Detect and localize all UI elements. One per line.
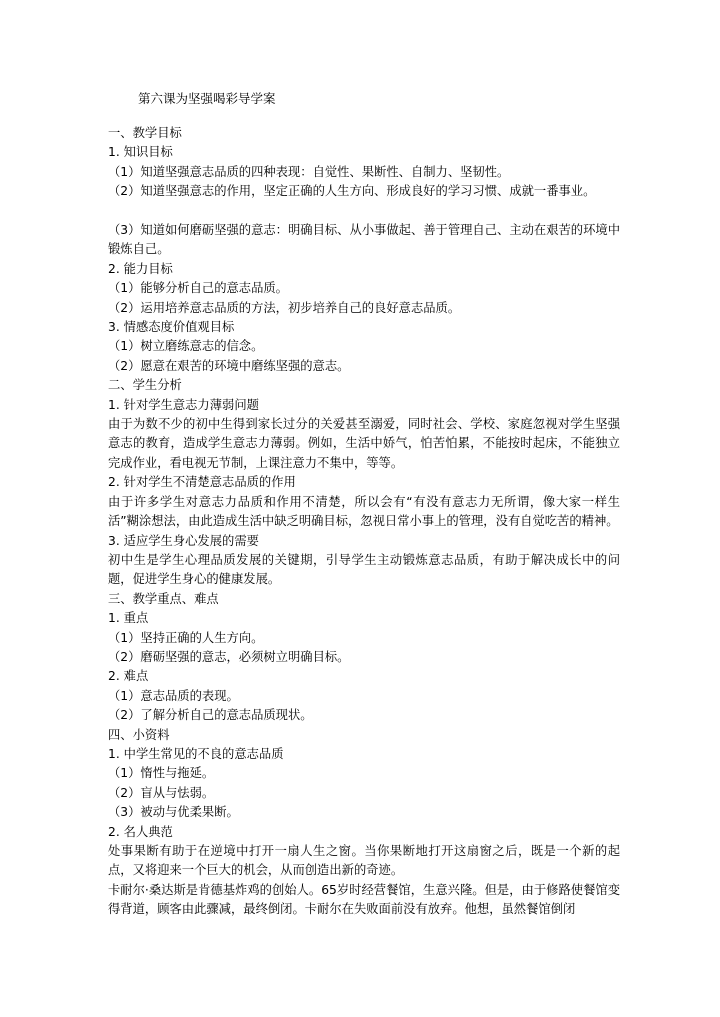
section-heading-materials: 四、小资料 <box>108 727 170 742</box>
knowledge-item-3: （3）知道如何磨砺坚强的意志：明确目标、从小事做起、善于管理自己、主动在艰苦的环境中锻炼自己。 <box>108 223 620 257</box>
bad-quality-item-1: （1）惰性与拖延。 <box>108 766 215 781</box>
emotion-item-1: （1）树立磨练意志的信念。 <box>108 339 264 354</box>
subheading-ability-goals: 2. 能力目标 <box>108 261 173 276</box>
blank-line <box>108 202 620 221</box>
bad-quality-item-2: （2）盲从与怯弱。 <box>108 785 215 800</box>
paragraph-development-needs: 初中生是学生心理品质发展的关键期，引导学生主动锻炼意志品质，有助于解决成长中的问题，促进学生身心的健康发展。 <box>108 552 620 587</box>
knowledge-item-1: （1）知道坚强意志品质的四种表现：自觉性、果断性、自制力、坚韧性。 <box>108 164 510 179</box>
key-point-item-1: （1）坚持正确的人生方向。 <box>108 630 264 645</box>
section-heading-key-points: 三、教学重点、难点 <box>108 591 219 606</box>
subheading-development-needs: 3. 适应学生身心发展的需要 <box>108 533 259 548</box>
difficulty-item-2: （2）了解分析自己的意志品质现状。 <box>108 708 313 723</box>
section-heading-teaching-goals: 一、教学目标 <box>108 126 182 140</box>
paragraph-weak-will: 由于为数不少的初中生得到家长过分的关爱甚至溺爱，同时社会、学校、家庭忽视对学生坚强意志的教育，造成学生意志力薄弱。例如，生活中娇气，怕苦怕累，不能按时起床，不能独立完成作业，看电视无节制，上课注意力不集中，等等。 <box>108 417 620 470</box>
paragraph-unclear-role: 由于许多学生对意志力品质和作用不清楚，所以会有“有没有意志力无所谓，像大家一样生活”糊涂想法，由此造成生活中缺乏明确目标，忽视日常小事上的管理，没有自觉吃苦的精神。 <box>108 494 620 529</box>
subheading-emotion-goals: 3. 情感态度价值观目标 <box>108 320 235 335</box>
subheading-weak-will: 1. 针对学生意志力薄弱问题 <box>108 397 259 412</box>
subheading-knowledge-goals: 1. 知识目标 <box>108 145 173 160</box>
subheading-bad-qualities: 1. 中学生常见的不良的意志品质 <box>108 746 284 761</box>
document-title: 第六课为坚强喝彩导学案 <box>138 91 276 106</box>
subheading-key-points: 1. 重点 <box>108 611 149 626</box>
section-heading-student-analysis: 二、学生分析 <box>108 378 182 393</box>
bad-quality-item-3: （3）被动与优柔果断。 <box>108 805 239 820</box>
subheading-unclear-role: 2. 针对学生不清楚意志品质的作用 <box>108 475 296 490</box>
document-body <box>108 124 620 920</box>
difficulty-item-1: （1）意志品质的表现。 <box>108 688 239 703</box>
paragraph-sanders-story: 卡耐尔·桑达斯是肯德基炸鸡的创始人。65岁时经营餐馆，生意兴隆。但是，由于修路使餐馆变得背道，顾客由此骤减，最终倒闭。卡耐尔在失败面前没有放弃。他想，虽然餐馆倒闭 <box>108 882 620 917</box>
emotion-item-2: （2）愿意在艰苦的环境中磨练坚强的意志。 <box>108 358 350 373</box>
ability-item-2: （2）运用培养意志品质的方法，初步培养自己的良好意志品质。 <box>108 300 461 315</box>
paragraph-decisiveness: 处事果断有助于在逆境中打开一扇人生之窗。当你果断地打开这扇窗之后，既是一个新的起点，又将迎来一个巨大的机会，从而创造出新的奇迹。 <box>108 844 620 878</box>
subheading-role-models: 2. 名人典范 <box>108 824 173 839</box>
key-point-item-2: （2）磨砺坚强的意志，必须树立明确目标。 <box>108 649 350 664</box>
ability-item-1: （1）能够分析自己的意志品质。 <box>108 281 288 296</box>
knowledge-item-2: （2）知道坚强意志的作用，坚定正确的人生方向、形成良好的学习习惯、成就一番事业。 <box>108 184 596 199</box>
subheading-difficulties: 2. 难点 <box>108 669 149 684</box>
